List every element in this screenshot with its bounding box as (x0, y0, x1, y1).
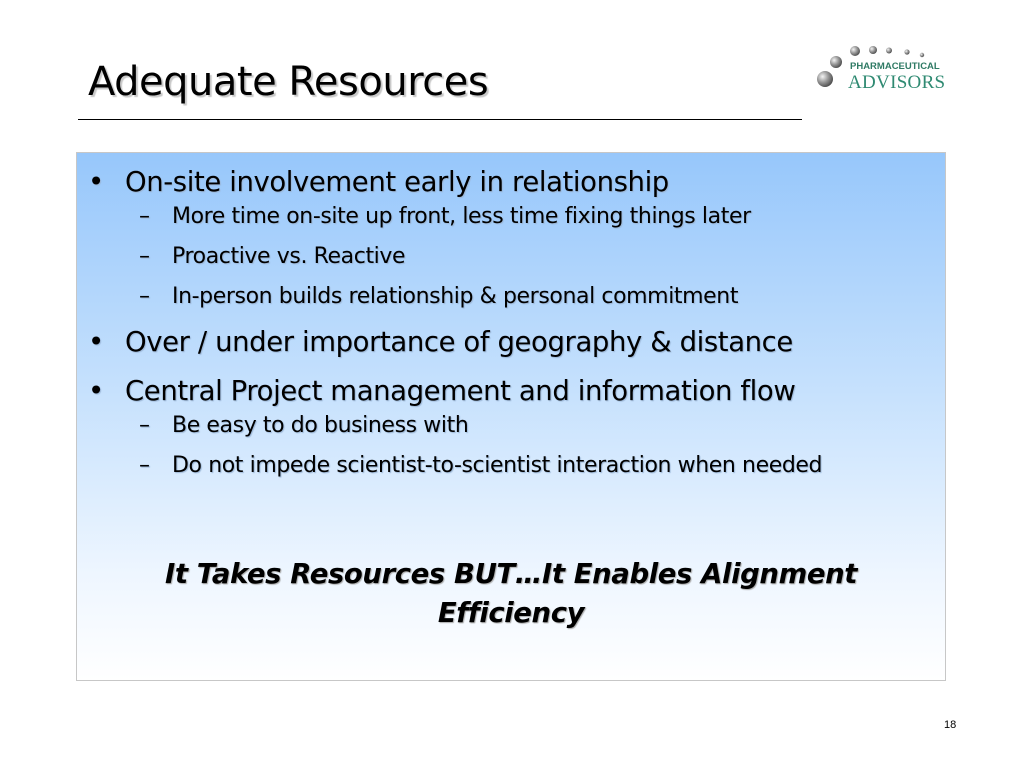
sub-bullet-marker: – (139, 204, 150, 229)
sub-bullet-item (125, 282, 945, 312)
sub-bullet-text: Do not impede scientist-to-scientist interaction when needed (172, 453, 823, 478)
sub-bullet-text: In-person builds relationship & personal commitment (172, 284, 739, 309)
closing-statement (77, 555, 945, 633)
sub-bullet-item (125, 242, 945, 272)
sub-bullet-list (125, 202, 945, 312)
sub-bullet-text: Proactive vs. Reactive (172, 244, 406, 269)
title-divider (78, 119, 802, 120)
bullet-marker: • (88, 326, 104, 358)
closing-line-1: It Takes Resources BUT…It Enables Alignment (164, 558, 857, 590)
sub-bullet-marker: – (139, 413, 150, 438)
bullet-item (77, 323, 945, 361)
company-logo (814, 44, 954, 94)
sub-bullet-item (125, 411, 945, 441)
sub-bullet-text: Be easy to do business with (172, 413, 469, 438)
page-number: 18 (944, 719, 957, 731)
slide-title: Adequate Resources (88, 59, 489, 105)
logo-line2: ADVISORS (848, 72, 946, 93)
sub-bullet-marker: – (139, 244, 150, 269)
bullet-item (77, 163, 945, 312)
sub-bullet-marker: – (139, 284, 150, 309)
sub-bullet-list (125, 411, 945, 481)
bullet-text: Over / under importance of geography & distance (125, 326, 793, 358)
bullet-list (77, 163, 945, 492)
bullet-marker: • (88, 166, 104, 198)
closing-line-2: Efficiency (437, 597, 585, 629)
bullet-item (77, 372, 945, 481)
logo-line1: PHARMACEUTICAL (850, 61, 940, 72)
sub-bullet-marker: – (139, 453, 150, 478)
content-panel (76, 152, 946, 681)
pharmaceutical-advisors-logo-icon (814, 44, 954, 94)
bullet-marker: • (88, 375, 104, 407)
sub-bullet-item (125, 202, 945, 232)
sub-bullet-item (125, 451, 945, 481)
bullet-text: Central Project management and information flow (125, 375, 796, 407)
sub-bullet-text: More time on-site up front, less time fixing things later (172, 204, 751, 229)
bullet-text: On-site involvement early in relationship (125, 166, 669, 198)
